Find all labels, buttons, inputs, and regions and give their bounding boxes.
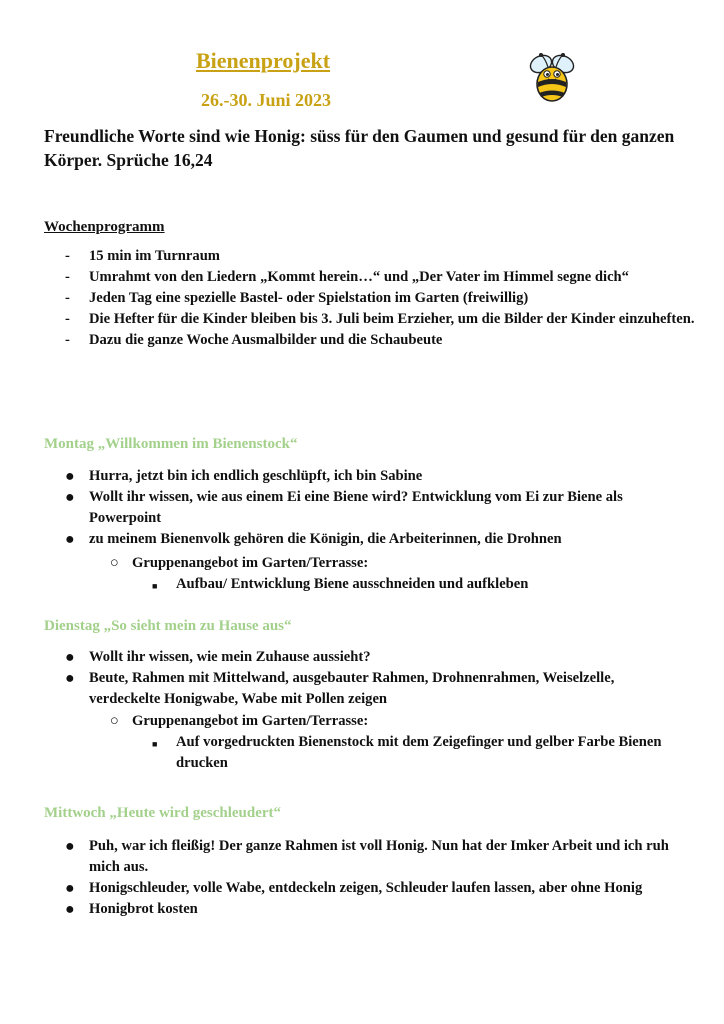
round-bullet-icon: ● (65, 468, 75, 485)
dash-bullet-icon: - (65, 290, 70, 306)
project-dates: 26.-30. Juni 2023 (201, 90, 332, 110)
list-item: - Dazu die ganze Woche Ausmalbilder und die Schaubeute (65, 330, 695, 351)
montag-list (65, 466, 695, 550)
montag-sub-item: ○ Gruppenangebot im Garten/Terrasse: (110, 553, 712, 574)
dash-bullet-icon: - (65, 332, 70, 348)
list-item: ● Beute, Rahmen mit Mittelwand, ausgebauter Rahmen, Drohnenrahmen, Weiselzelle, verdeckelte Honigwabe, Wabe mit Pollen zeigen (65, 670, 615, 707)
list-item: ● zu meinem Bienenvolk gehören die Königin, die Arbeiterinnen, die Drohnen (65, 531, 562, 548)
montag-subsub-item: ■ Aufbau/ Entwicklung Biene ausschneiden und aufkleben (152, 574, 716, 595)
list-item: ● Hurra, jetzt bin ich endlich geschlüpft, ich bin Sabine (65, 468, 423, 485)
bee-icon (524, 50, 580, 106)
list-item: ● Wollt ihr wissen, wie aus einem Ei eine Biene wird? Entwicklung vom Ei zur Biene als Powerpoint (65, 489, 623, 526)
list-item: - Jeden Tag eine spezielle Bastel- oder Spielstation im Garten (freiwillig) (65, 288, 695, 309)
circle-bullet-icon: ○ (110, 555, 119, 571)
bible-quote: Freundliche Worte sind wie Honig: süss für den Gaumen und gesund für den ganzen Körper. Sprüche 16,24 (44, 126, 675, 170)
round-bullet-icon: ● (65, 531, 75, 548)
list-item: ● Honigschleuder, volle Wabe, entdeckeln zeigen, Schleuder laufen lassen, aber ohne Honig (65, 880, 643, 897)
dienstag-sub-item: ○ Gruppenangebot im Garten/Terrasse: (110, 711, 712, 732)
page-title: Bienenprojekt (196, 48, 331, 73)
list-item: ● Puh, war ich fleißig! Der ganze Rahmen ist voll Honig. Nun hat der Imker Arbeit und ich ruh mich aus. (65, 838, 669, 875)
dash-bullet-icon: - (65, 269, 70, 285)
section-heading-mittwoch: Mittwoch „Heute wird geschleudert“ (44, 805, 282, 821)
square-bullet-icon: ■ (152, 739, 158, 749)
round-bullet-icon: ● (65, 838, 75, 855)
round-bullet-icon: ● (65, 649, 75, 666)
round-bullet-icon: ● (65, 901, 75, 918)
list-item: - 15 min im Turnraum (65, 246, 695, 267)
list-item: - Umrahmt von den Liedern „Kommt herein…“ und „Der Vater im Himmel segne dich“ (65, 267, 695, 288)
section-heading-montag: Montag „Willkommen im Bienenstock“ (44, 436, 298, 452)
mittwoch-list (65, 836, 695, 920)
round-bullet-icon: ● (65, 670, 75, 687)
section-heading-wochenprogramm: Wochenprogramm (44, 219, 165, 235)
list-item: - Die Hefter für die Kinder bleiben bis 3. Juli beim Erzieher, um die Bilder der Kinder einzuheften. (65, 309, 695, 330)
list-item: ● Honigbrot kosten (65, 901, 198, 918)
dienstag-list (65, 647, 665, 710)
dienstag-subsub-item: ■ Auf vorgedruckten Bienenstock mit dem Zeigefinger und gelber Farbe Bienen drucken (152, 734, 662, 771)
round-bullet-icon: ● (65, 880, 75, 897)
circle-bullet-icon: ○ (110, 713, 119, 729)
round-bullet-icon: ● (65, 489, 75, 506)
dash-bullet-icon: - (65, 248, 70, 264)
wochenprogramm-list (65, 246, 695, 351)
list-item: ● Wollt ihr wissen, wie mein Zuhause aussieht? (65, 649, 371, 666)
dash-bullet-icon: - (65, 311, 70, 327)
section-heading-dienstag: Dienstag „So sieht mein zu Hause aus“ (44, 618, 292, 634)
square-bullet-icon: ■ (152, 581, 158, 591)
